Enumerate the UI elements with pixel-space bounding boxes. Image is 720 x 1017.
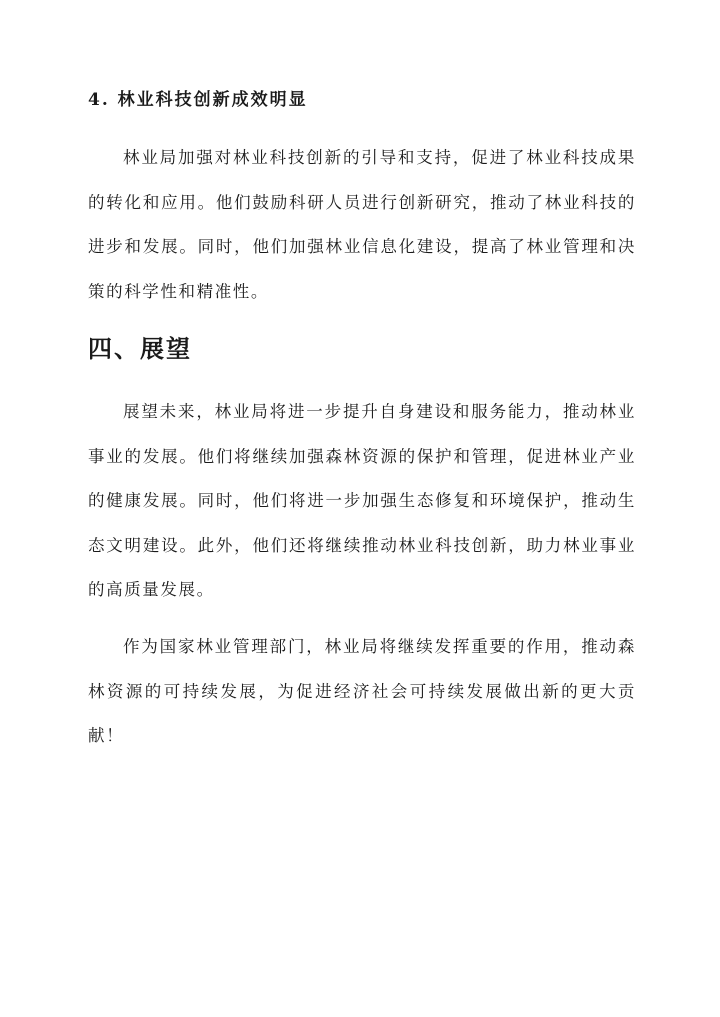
paragraph-outlook: 展望未来，林业局将进一步提升自身建设和服务能力，推动林业事业的发展。他们将继续加强森林资源的保护和管理，促进林业产业的健康发展。同时，他们将进一步加强生态修复和环境保护，推动生态文明建设。此外，他们还将继续推动林业科技创新，助力林业事业的高质量发展。	[88, 402, 636, 599]
paragraph-conclusion: 作为国家林业管理部门，林业局将继续发挥重要的作用，推动森林资源的可持续发展，为促进经济社会可持续发展做出新的更大贡献！	[88, 637, 636, 745]
section-heading: 四、展望	[88, 334, 192, 363]
paragraph-tech-innovation: 林业局加强对林业科技创新的引导和支持，促进了林业科技成果的转化和应用。他们鼓励科研人员进行创新研究，推动了林业科技的进步和发展。同时，他们加强林业信息化建设，提高了林业管理和决策的科学性和精准性。	[88, 148, 636, 301]
section-subheading: 4. 林业科技创新成效明显	[88, 90, 308, 110]
